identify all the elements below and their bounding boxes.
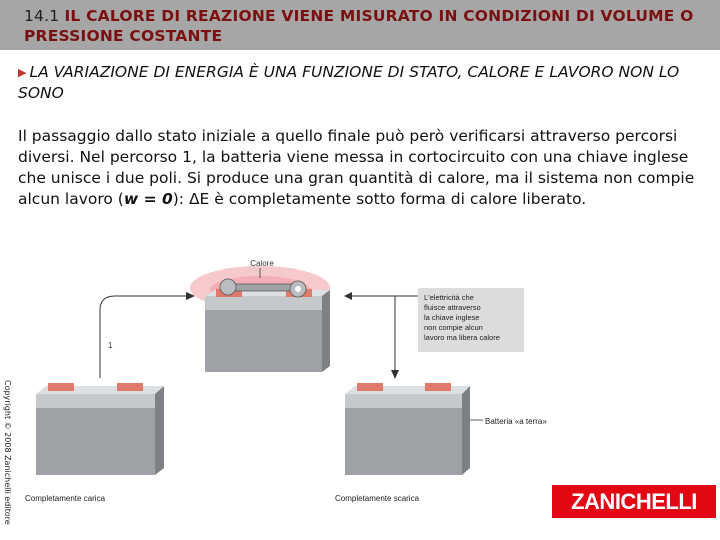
ground-battery-label: Batteria «a terra» — [485, 417, 547, 426]
battery-discharged — [345, 383, 470, 475]
discharged-label: Completamente scarica — [335, 494, 420, 503]
copyright-text: Copyright © 2008 Zanichelli editore — [3, 380, 12, 525]
body-text-end: ): ΔE è completamente sotto forma di calore liberato. — [172, 190, 587, 208]
battery-top — [205, 289, 330, 372]
publisher-logo: ZANICHELLI — [552, 485, 716, 518]
bullet-arrow-icon: ▶ — [18, 66, 27, 79]
callout-line: la chiave inglese — [424, 313, 480, 322]
callout-line: non compie alcun — [424, 323, 483, 332]
section-number: 14.1 — [24, 7, 60, 25]
path-number: 1 — [108, 341, 113, 350]
callout-line: L'elettricità che — [424, 293, 474, 302]
subtitle-text: LA VARIAZIONE DI ENERGIA È UNA FUNZIONE DI STATO, CALORE E LAVORO NON LO SONO — [18, 63, 680, 102]
section-title: IL CALORE DI REAZIONE VIENE MISURATO IN CONDIZIONI DI VOLUME O PRESSIONE COSTANTE — [24, 7, 694, 45]
work-expression: w = 0 — [123, 190, 173, 208]
battery-charged — [36, 383, 164, 475]
heat-label: Calore — [250, 259, 274, 268]
callout-line: lavoro ma libera calore — [424, 333, 500, 342]
callout-line: fluisce attraverso — [424, 303, 481, 312]
charged-label: Completamente carica — [25, 494, 106, 503]
copyright-credit — [0, 380, 16, 525]
body-text-start: Il passaggio dallo stato iniziale a quello finale può però verificarsi attraverso percorsi diversi. Nel percorso 1, la batteria viene messa in cortocircuito con una chiave inglese che unisce i due poli. Si produce una gran quantità di calore, ma il sistema non compie alcun lavoro ( — [18, 127, 695, 208]
